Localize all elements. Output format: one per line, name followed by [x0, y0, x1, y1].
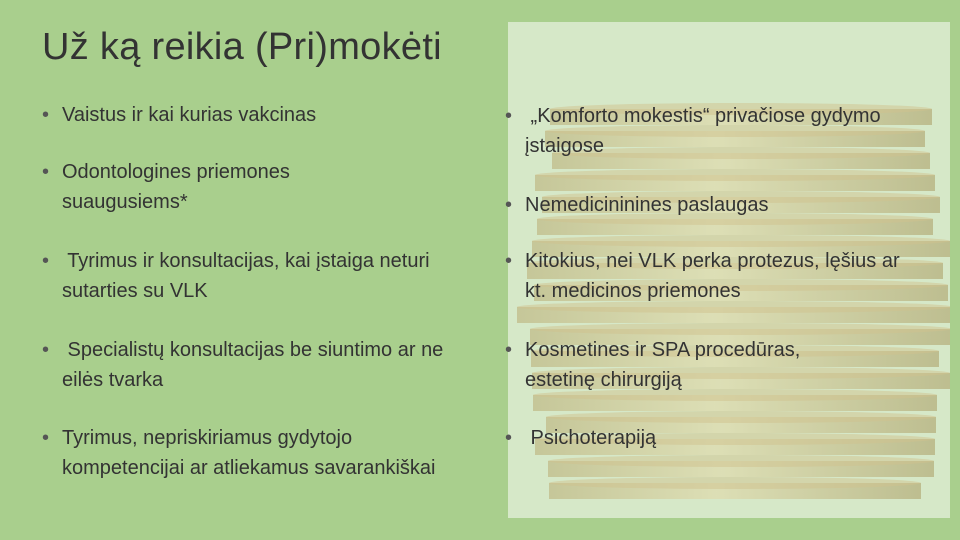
list-item: • Specialistų konsultacijas be siuntimo ar ne eilės tvarka [42, 335, 482, 395]
list-item: • Vaistus ir kai kurias vakcinas [42, 100, 462, 130]
list-item: • Odontologines priemones suaugusiems* [42, 157, 392, 217]
coin-face [535, 169, 935, 181]
list-item: • Psichoterapiją [505, 423, 905, 453]
bullet: • [505, 250, 513, 272]
list-item: • Tyrimus ir konsultacijas, kai įstaiga neturi sutarties su VLK [42, 246, 462, 306]
coin-face [530, 323, 950, 335]
list-item: • Nemedicininines paslaugas [505, 190, 905, 220]
bullet: • [42, 427, 50, 449]
bullet: • [505, 194, 513, 216]
list-item: • Kitokius, nei VLK perka protezus, lęšius ar kt. medicinos priemones [505, 246, 910, 306]
bullet: • [42, 104, 50, 126]
bullet: • [42, 161, 50, 183]
coin-face [549, 477, 921, 489]
slide-title: Už ką reikia (Pri)mokėti [42, 26, 442, 68]
bullet: • [505, 105, 513, 127]
bullet: • [42, 250, 50, 272]
list-item: • „Komforto mokestis“ privačiose gydymo įstaigose [505, 101, 895, 161]
list-item: • Kosmetines ir SPA procedūras, estetinę chirurgiją [505, 335, 875, 395]
coin-face [548, 455, 934, 467]
bullet: • [505, 339, 513, 361]
bullet: • [42, 339, 50, 361]
bullet: • [505, 427, 513, 449]
list-item: • Tyrimus, nepriskiriamus gydytojo kompetencijai ar atliekamus savarankiškai [42, 423, 442, 483]
coin-face [546, 411, 936, 423]
